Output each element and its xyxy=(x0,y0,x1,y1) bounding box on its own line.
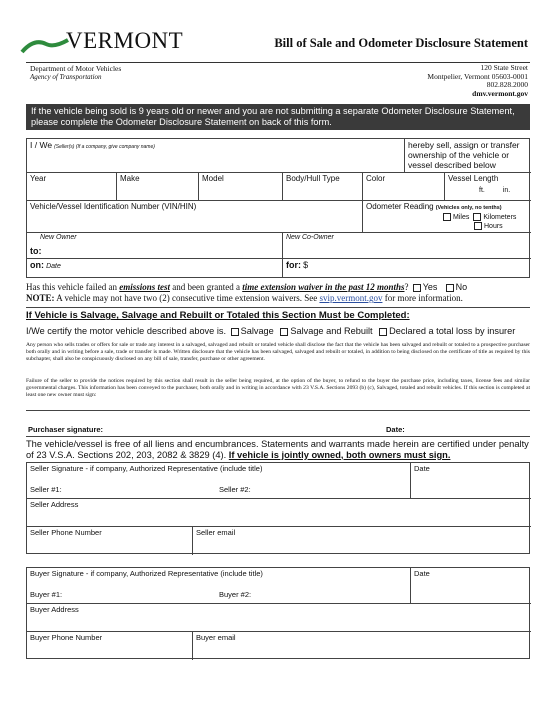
buyer-email-field[interactable]: Buyer email xyxy=(196,633,236,642)
total-loss-checkbox[interactable] xyxy=(379,328,387,336)
seller-email-field[interactable]: Seller email xyxy=(196,528,236,537)
salvage-checkbox[interactable] xyxy=(231,328,239,336)
mountain-logo-icon xyxy=(20,34,70,56)
buyer-date-field[interactable]: Date xyxy=(411,568,531,604)
emissions-yes-checkbox[interactable] xyxy=(413,284,421,292)
salvage-rebuilt-checkbox[interactable] xyxy=(280,328,288,336)
seller-name-field[interactable]: I / We (Seller(s) (If a company, give company name) xyxy=(27,139,405,173)
vessel-length-field[interactable]: Vessel Length ft. in. xyxy=(445,173,531,201)
brand-name: VERMONT xyxy=(66,28,184,53)
body-type-field[interactable]: Body/Hull Type xyxy=(283,173,363,201)
salvage-failure-text: Failure of the seller to provide the notices required by this section shall result in the seller being required, at the option of the buyer, to refund to the buyer the purchase price, including taxes, license fees and similar governmental charges. This information has been conveyed to the purchaser, both orally and in writing in accordance with 23 V.S.A. Sections 2093 (b) (c), Salvaged, totaled and rebuilt vehicles. If this section is completed at least one new owner must sign: xyxy=(26,378,530,398)
dept-name: Department of Motor Vehicles xyxy=(30,64,122,73)
color-field[interactable]: Color xyxy=(363,173,445,201)
salvage-disclosure-text: Any person who sells trades or offers for sale or trade any interest in a salvaged, salvaged and rebuilt or totaled vehicle shall disclose the fact that the vehicle has been salvaged and rebuilt or totaled to a prospective purchaser both orally and in writing before a sale, trade or transfer is made. Written disclosure that the vehicle has been salvaged, salvaged and rebuilt or totaled, in addition to being disclosed on the certificate of title as required by this subchapter, shall also be conspicuously disclosed on any bill of sale, transfer, purchase or other agreement. xyxy=(26,342,530,362)
agency-name: Agency of Transportation xyxy=(30,73,102,81)
purchaser-date-field[interactable]: Date: xyxy=(386,425,405,434)
seller-date-field[interactable]: Date xyxy=(411,463,531,499)
purchaser-signature-field[interactable]: Purchaser signature: xyxy=(28,425,104,434)
website: dmv.vermont.gov xyxy=(472,88,528,98)
hours-checkbox[interactable] xyxy=(474,222,482,230)
new-co-owner-field[interactable]: New Co-Owner xyxy=(283,233,531,259)
liens-statement: The vehicle/vessel is free of all liens and encumbrances. Statements and warrants made herein are certified under penalty of 23 V.S.A. Sections 202, 203, 2082 & 3829 (4). If vehicle is jointly owned, both owners must sign. xyxy=(26,439,529,460)
kilometers-checkbox[interactable] xyxy=(473,213,481,221)
address-line1: 120 State Street xyxy=(480,63,528,72)
vin-field[interactable]: Vehicle/Vessel Identification Number (VIN/HIN) xyxy=(27,201,363,233)
miles-checkbox[interactable] xyxy=(443,213,451,221)
year-field[interactable]: Year xyxy=(27,173,117,201)
seller-signature-table xyxy=(26,462,530,554)
vermont-logo xyxy=(20,28,210,58)
buyer-signature-table xyxy=(26,567,530,659)
salvage-certify: I/We certify the motor vehicle described above is. Salvage Salvage and Rebuilt Declared a total loss by insurer xyxy=(26,326,516,336)
seller-phone-field[interactable]: Seller Phone Number xyxy=(27,527,193,555)
odometer-field[interactable]: Odometer Reading (Vehicles only, no tenths) Miles Kilometers Hours xyxy=(363,201,531,233)
address-line2: Montpelier, Vermont 05603-0001 xyxy=(427,71,528,81)
vehicle-info-table xyxy=(26,138,530,278)
buyer-phone-field[interactable]: Buyer Phone Number xyxy=(27,632,193,660)
seller-signature-field[interactable]: Seller Signature - if company, Authorized Representative (include title) Seller #1: Seller #2: xyxy=(27,463,411,499)
buyer-signature-field[interactable]: Buyer Signature - if company, Authorized Representative (include title) Buyer #1: Buyer #2: xyxy=(27,568,411,604)
make-field[interactable]: Make xyxy=(117,173,199,201)
sale-date-field[interactable]: on: Date xyxy=(27,259,283,277)
sale-price-field[interactable]: for: $ xyxy=(286,260,309,270)
seller-address-field[interactable]: Seller Address xyxy=(27,499,531,527)
form-title: Bill of Sale and Odometer Disclosure Statement xyxy=(274,36,528,50)
new-owner-field[interactable]: New Owner to: xyxy=(27,233,283,259)
emissions-question: Has this vehicle failed an emissions test and been granted a time extension waiver in the past 12 months? Yes No NOTE: A vehicle may not have two (2) consecutive time extension waivers. See svip.vermont.gov for more information. xyxy=(26,282,468,303)
buyer-address-field[interactable]: Buyer Address xyxy=(27,604,531,632)
notice-banner: If the vehicle being sold is 9 years old or newer and you are not submitting a separate Odometer Disclosure Statement, please complete the Odometer Disclosure Statement on back of this form. xyxy=(26,104,530,130)
hereby-text: hereby sell, assign or transfer ownership of the vehicle or vessel described below xyxy=(405,139,531,173)
svip-link[interactable]: svip.vermont.gov xyxy=(319,293,383,303)
salvage-heading: If Vehicle is Salvage, Salvage and Rebuilt or Totaled this Section Must be Completed: xyxy=(26,310,410,321)
phone-number: 802.828.2000 xyxy=(486,80,528,89)
model-field[interactable]: Model xyxy=(199,173,283,201)
emissions-no-checkbox[interactable] xyxy=(446,284,454,292)
